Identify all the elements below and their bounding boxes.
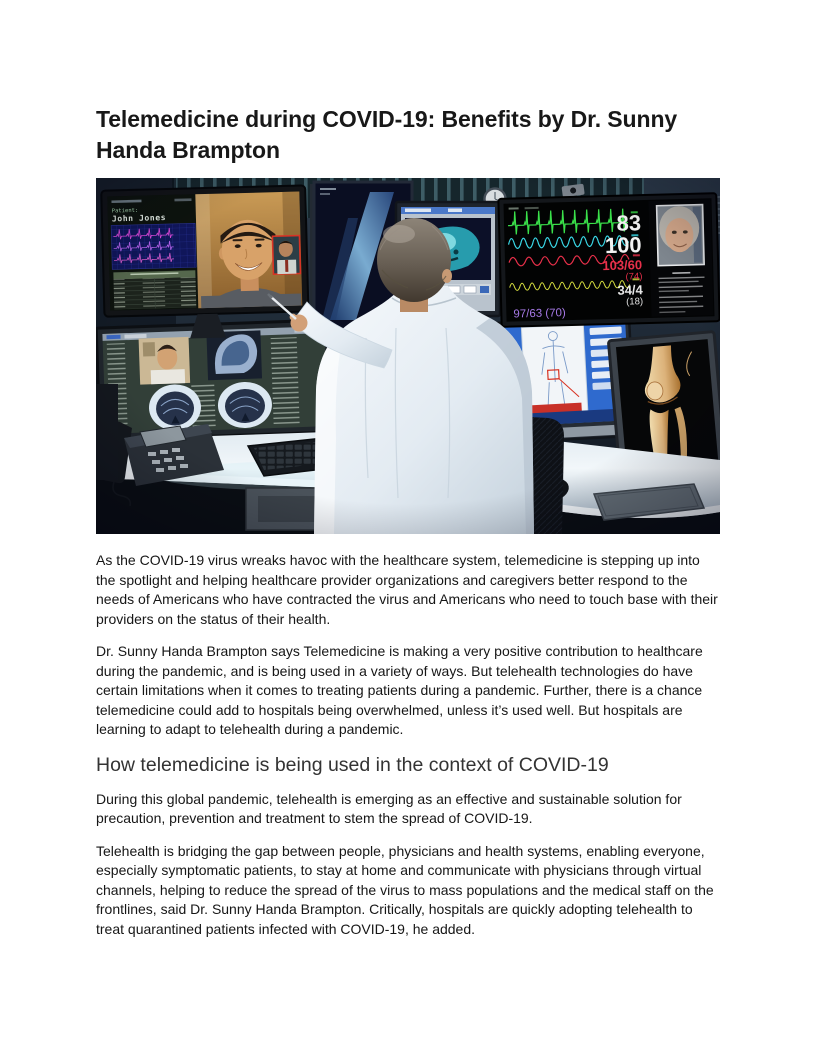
paragraph-4: Telehealth is bridging the gap between people, physicians and health systems, enabling everyone, especially symptomatic patients, to stay at home and communicate with physicians through virtual channels, helping to reduce the spread of the virus to mass populations and the medical staff on the frontlines, said Dr. Sunny Handa Brampton. Critically, hospitals are quickly adopting telehealth to treat quarantined patients infected with COVID-19, he added. <box>96 842 714 937</box>
paragraph-2: Dr. Sunny Handa Brampton says Telemedicine is making a very positive contribution to healthcare during the pandemic, and is being used in a variety of ways. But telehealth technologies do have certain limitations when it comes to treating patients during a pandemic. Further, there is a chance telemedicine could add to hospitals being overwhelmed, unless it’s used well. But hospitals are learning to adapt to telehealth during a pandemic. <box>96 643 703 737</box>
paragraph-3: During this global pandemic, telehealth is emerging as an effective and sustainable solution for precaution, prevention and treatment to stem the spread of COVID-19. <box>96 790 682 826</box>
article-content <box>96 0 720 952</box>
article-title: Telemedicine during COVID-19: Benefits by Dr. Sunny Handa Brampton <box>96 106 678 163</box>
photo-vignette <box>96 178 720 534</box>
paragraph-1: As the COVID-19 virus wreaks havoc with the healthcare system, telemedicine is stepping up into the spotlight and helping healthcare provider organizations and caregivers better respond to the needs of Americans who have contracted the virus and Americans who need to touch base with their providers on the status of their health. <box>96 552 718 627</box>
section-heading: How telemedicine is being used in the context of COVID-19 <box>96 753 609 776</box>
article-photo <box>96 178 720 534</box>
telemedicine-workstation-illustration <box>96 178 720 534</box>
